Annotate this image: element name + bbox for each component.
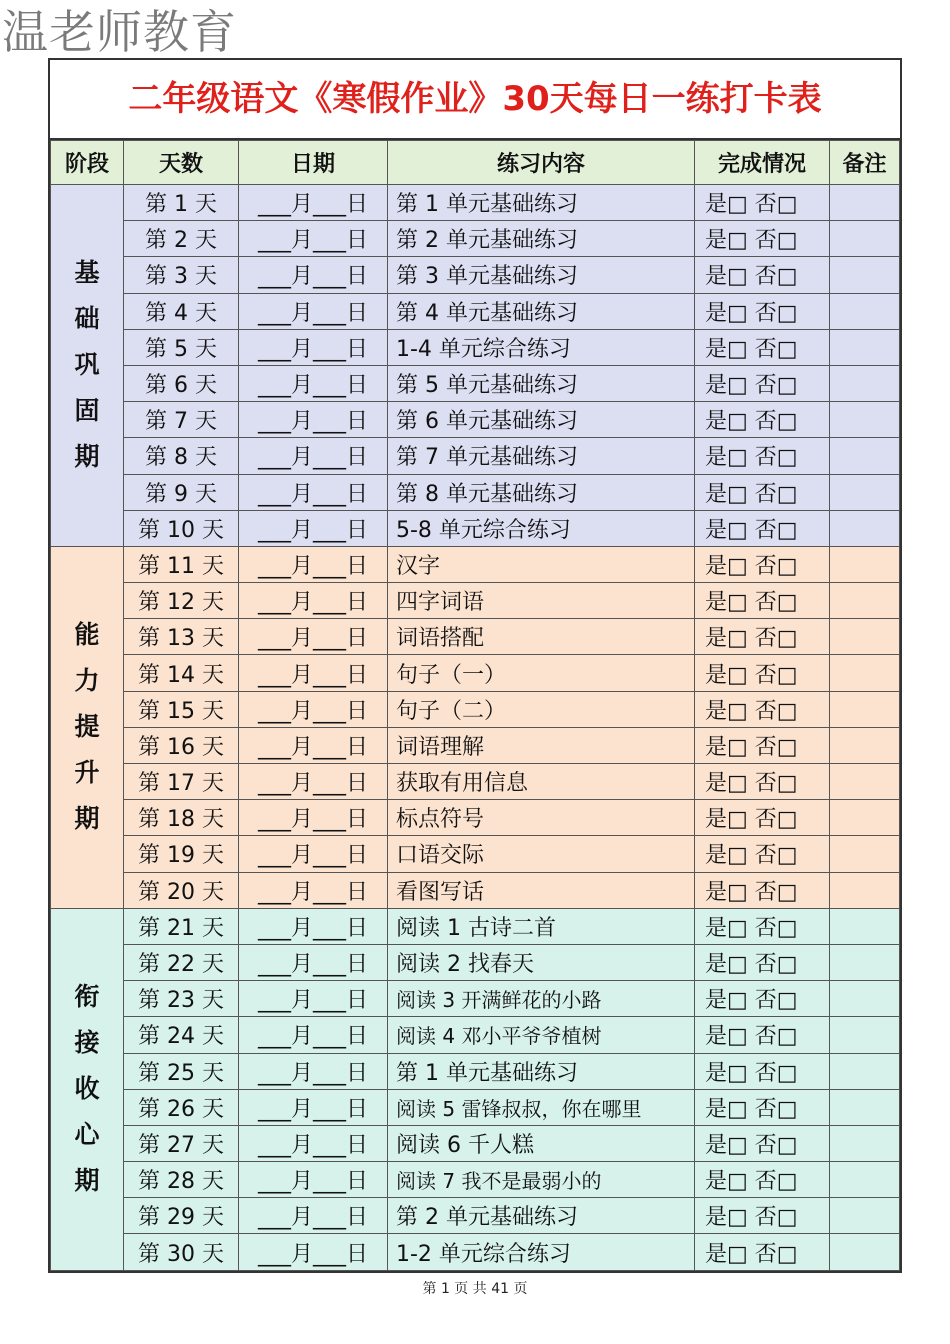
date-field[interactable]: ___月___日 bbox=[239, 981, 388, 1017]
day-cell: 第 9 天 bbox=[124, 474, 239, 510]
day-cell: 第 14 天 bbox=[124, 655, 239, 691]
stage-cell bbox=[51, 908, 124, 1270]
date-field[interactable]: ___月___日 bbox=[239, 764, 388, 800]
table-row bbox=[51, 908, 900, 944]
date-field[interactable]: ___月___日 bbox=[239, 908, 388, 944]
header-note: 备注 bbox=[830, 141, 900, 185]
note-field[interactable] bbox=[830, 872, 900, 908]
status-checkbox[interactable]: 是□ 否□ bbox=[695, 1017, 830, 1053]
table-row bbox=[51, 691, 900, 727]
day-cell: 第 10 天 bbox=[124, 510, 239, 546]
day-cell: 第 16 天 bbox=[124, 727, 239, 763]
note-field[interactable] bbox=[830, 1162, 900, 1198]
note-field[interactable] bbox=[830, 257, 900, 293]
table-row bbox=[51, 1053, 900, 1089]
stage-label: 能力提升期 bbox=[74, 620, 100, 834]
status-checkbox[interactable]: 是□ 否□ bbox=[695, 764, 830, 800]
date-field[interactable]: ___月___日 bbox=[239, 583, 388, 619]
table-row bbox=[51, 257, 900, 293]
day-cell: 第 30 天 bbox=[124, 1234, 239, 1270]
note-field[interactable] bbox=[830, 764, 900, 800]
date-field[interactable]: ___月___日 bbox=[239, 329, 388, 365]
note-field[interactable] bbox=[830, 474, 900, 510]
table-row bbox=[51, 1017, 900, 1053]
status-checkbox[interactable]: 是□ 否□ bbox=[695, 329, 830, 365]
note-field[interactable] bbox=[830, 619, 900, 655]
date-field[interactable]: ___月___日 bbox=[239, 1053, 388, 1089]
status-checkbox[interactable]: 是□ 否□ bbox=[695, 1089, 830, 1125]
date-field[interactable]: ___月___日 bbox=[239, 1125, 388, 1161]
content-cell: 词语搭配 bbox=[388, 619, 695, 655]
table-row bbox=[51, 221, 900, 257]
content-cell: 口语交际 bbox=[388, 836, 695, 872]
day-cell: 第 1 天 bbox=[124, 185, 239, 221]
status-checkbox[interactable]: 是□ 否□ bbox=[695, 546, 830, 582]
date-field[interactable]: ___月___日 bbox=[239, 185, 388, 221]
status-checkbox[interactable]: 是□ 否□ bbox=[695, 1125, 830, 1161]
content-cell: 阅读 5 雷锋叔叔，你在哪里 bbox=[388, 1089, 695, 1125]
content-cell: 词语理解 bbox=[388, 727, 695, 763]
status-checkbox[interactable]: 是□ 否□ bbox=[695, 1162, 830, 1198]
stage-cell bbox=[51, 546, 124, 908]
status-checkbox[interactable]: 是□ 否□ bbox=[695, 402, 830, 438]
page-title: 二年级语文《寒假作业》30天每日一练打卡表 bbox=[50, 60, 900, 140]
table-row bbox=[51, 293, 900, 329]
date-field[interactable]: ___月___日 bbox=[239, 1017, 388, 1053]
content-cell: 第 2 单元基础练习 bbox=[388, 1198, 695, 1234]
note-field[interactable] bbox=[830, 836, 900, 872]
content-cell: 第 5 单元基础练习 bbox=[388, 365, 695, 401]
checkin-sheet bbox=[48, 58, 902, 1273]
content-cell: 阅读 4 邓小平爷爷植树 bbox=[388, 1017, 695, 1053]
date-field[interactable]: ___月___日 bbox=[239, 221, 388, 257]
day-cell: 第 7 天 bbox=[124, 402, 239, 438]
table-header-row bbox=[51, 141, 900, 185]
status-checkbox[interactable]: 是□ 否□ bbox=[695, 221, 830, 257]
day-cell: 第 29 天 bbox=[124, 1198, 239, 1234]
content-cell: 阅读 2 找春天 bbox=[388, 944, 695, 980]
status-checkbox[interactable]: 是□ 否□ bbox=[695, 872, 830, 908]
watermark: 温老师教育 bbox=[2, 5, 237, 59]
status-checkbox[interactable]: 是□ 否□ bbox=[695, 257, 830, 293]
date-field[interactable]: ___月___日 bbox=[239, 1198, 388, 1234]
content-cell: 汉字 bbox=[388, 546, 695, 582]
header-stage: 阶段 bbox=[51, 141, 124, 185]
note-field[interactable] bbox=[830, 1053, 900, 1089]
header-day: 天数 bbox=[124, 141, 239, 185]
day-cell: 第 26 天 bbox=[124, 1089, 239, 1125]
note-field[interactable] bbox=[830, 1125, 900, 1161]
content-cell: 句子（二） bbox=[388, 691, 695, 727]
day-cell: 第 28 天 bbox=[124, 1162, 239, 1198]
table-row bbox=[51, 1089, 900, 1125]
day-cell: 第 19 天 bbox=[124, 836, 239, 872]
date-field[interactable]: ___月___日 bbox=[239, 1162, 388, 1198]
date-field[interactable]: ___月___日 bbox=[239, 872, 388, 908]
date-field[interactable]: ___月___日 bbox=[239, 655, 388, 691]
content-cell: 句子（一） bbox=[388, 655, 695, 691]
day-cell: 第 3 天 bbox=[124, 257, 239, 293]
checkin-table bbox=[50, 140, 900, 1271]
note-field[interactable] bbox=[830, 546, 900, 582]
status-checkbox[interactable]: 是□ 否□ bbox=[695, 981, 830, 1017]
table-row bbox=[51, 474, 900, 510]
stage-cell bbox=[51, 185, 124, 547]
note-field[interactable] bbox=[830, 1017, 900, 1053]
date-field[interactable]: ___月___日 bbox=[239, 293, 388, 329]
header-date: 日期 bbox=[239, 141, 388, 185]
table-row bbox=[51, 546, 900, 582]
status-checkbox[interactable]: 是□ 否□ bbox=[695, 944, 830, 980]
status-checkbox[interactable]: 是□ 否□ bbox=[695, 583, 830, 619]
content-cell: 第 4 单元基础练习 bbox=[388, 293, 695, 329]
note-field[interactable] bbox=[830, 908, 900, 944]
content-cell: 四字词语 bbox=[388, 583, 695, 619]
table-row bbox=[51, 402, 900, 438]
content-cell: 第 1 单元基础练习 bbox=[388, 1053, 695, 1089]
content-cell: 阅读 3 开满鲜花的小路 bbox=[388, 981, 695, 1017]
status-checkbox[interactable]: 是□ 否□ bbox=[695, 836, 830, 872]
note-field[interactable] bbox=[830, 365, 900, 401]
day-cell: 第 12 天 bbox=[124, 583, 239, 619]
date-field[interactable]: ___月___日 bbox=[239, 1089, 388, 1125]
date-field[interactable]: ___月___日 bbox=[239, 727, 388, 763]
note-field[interactable] bbox=[830, 583, 900, 619]
note-field[interactable] bbox=[830, 981, 900, 1017]
date-field[interactable]: ___月___日 bbox=[239, 800, 388, 836]
date-field[interactable]: ___月___日 bbox=[239, 510, 388, 546]
content-cell: 标点符号 bbox=[388, 800, 695, 836]
status-checkbox[interactable]: 是□ 否□ bbox=[695, 1198, 830, 1234]
date-field[interactable]: ___月___日 bbox=[239, 691, 388, 727]
table-row bbox=[51, 1234, 900, 1270]
table-row bbox=[51, 944, 900, 980]
note-field[interactable] bbox=[830, 329, 900, 365]
date-field[interactable]: ___月___日 bbox=[239, 402, 388, 438]
date-field[interactable]: ___月___日 bbox=[239, 944, 388, 980]
note-field[interactable] bbox=[830, 1089, 900, 1125]
table-body bbox=[51, 185, 900, 1271]
content-cell: 阅读 6 千人糕 bbox=[388, 1125, 695, 1161]
table-row bbox=[51, 329, 900, 365]
content-cell: 第 7 单元基础练习 bbox=[388, 438, 695, 474]
note-field[interactable] bbox=[830, 727, 900, 763]
date-field[interactable]: ___月___日 bbox=[239, 438, 388, 474]
day-cell: 第 13 天 bbox=[124, 619, 239, 655]
day-cell: 第 21 天 bbox=[124, 908, 239, 944]
day-cell: 第 4 天 bbox=[124, 293, 239, 329]
note-field[interactable] bbox=[830, 402, 900, 438]
status-checkbox[interactable]: 是□ 否□ bbox=[695, 365, 830, 401]
note-field[interactable] bbox=[830, 691, 900, 727]
date-field[interactable]: ___月___日 bbox=[239, 474, 388, 510]
content-cell: 阅读 1 古诗二首 bbox=[388, 908, 695, 944]
day-cell: 第 11 天 bbox=[124, 546, 239, 582]
status-checkbox[interactable]: 是□ 否□ bbox=[695, 800, 830, 836]
note-field[interactable] bbox=[830, 1234, 900, 1270]
content-cell: 第 3 单元基础练习 bbox=[388, 257, 695, 293]
day-cell: 第 23 天 bbox=[124, 981, 239, 1017]
table-row bbox=[51, 365, 900, 401]
header-content: 练习内容 bbox=[388, 141, 695, 185]
status-checkbox[interactable]: 是□ 否□ bbox=[695, 474, 830, 510]
content-cell: 5-8 单元综合练习 bbox=[388, 510, 695, 546]
status-checkbox[interactable]: 是□ 否□ bbox=[695, 655, 830, 691]
day-cell: 第 24 天 bbox=[124, 1017, 239, 1053]
status-checkbox[interactable]: 是□ 否□ bbox=[695, 185, 830, 221]
content-cell: 看图写话 bbox=[388, 872, 695, 908]
note-field[interactable] bbox=[830, 293, 900, 329]
table-row bbox=[51, 764, 900, 800]
table-row bbox=[51, 727, 900, 763]
table-row bbox=[51, 981, 900, 1017]
note-field[interactable] bbox=[830, 438, 900, 474]
day-cell: 第 8 天 bbox=[124, 438, 239, 474]
day-cell: 第 15 天 bbox=[124, 691, 239, 727]
date-field[interactable]: ___月___日 bbox=[239, 546, 388, 582]
note-field[interactable] bbox=[830, 800, 900, 836]
day-cell: 第 20 天 bbox=[124, 872, 239, 908]
content-cell: 阅读 7 我不是最弱小的 bbox=[388, 1162, 695, 1198]
note-field[interactable] bbox=[830, 221, 900, 257]
table-row bbox=[51, 655, 900, 691]
content-cell: 第 2 单元基础练习 bbox=[388, 221, 695, 257]
status-checkbox[interactable]: 是□ 否□ bbox=[695, 727, 830, 763]
table-row bbox=[51, 438, 900, 474]
status-checkbox[interactable]: 是□ 否□ bbox=[695, 1053, 830, 1089]
stage-label: 衔接收心期 bbox=[74, 982, 100, 1196]
day-cell: 第 5 天 bbox=[124, 329, 239, 365]
note-field[interactable] bbox=[830, 185, 900, 221]
content-cell: 1-4 单元综合练习 bbox=[388, 329, 695, 365]
header-status: 完成情况 bbox=[695, 141, 830, 185]
status-checkbox[interactable]: 是□ 否□ bbox=[695, 1234, 830, 1270]
table-row bbox=[51, 800, 900, 836]
day-cell: 第 2 天 bbox=[124, 221, 239, 257]
note-field[interactable] bbox=[830, 944, 900, 980]
status-checkbox[interactable]: 是□ 否□ bbox=[695, 908, 830, 944]
content-cell: 第 6 单元基础练习 bbox=[388, 402, 695, 438]
day-cell: 第 18 天 bbox=[124, 800, 239, 836]
status-checkbox[interactable]: 是□ 否□ bbox=[695, 510, 830, 546]
table-row bbox=[51, 1125, 900, 1161]
day-cell: 第 17 天 bbox=[124, 764, 239, 800]
stage-label: 基础巩固期 bbox=[74, 258, 100, 472]
table-row bbox=[51, 583, 900, 619]
date-field[interactable]: ___月___日 bbox=[239, 1234, 388, 1270]
note-field[interactable] bbox=[830, 655, 900, 691]
note-field[interactable] bbox=[830, 1198, 900, 1234]
status-checkbox[interactable]: 是□ 否□ bbox=[695, 438, 830, 474]
day-cell: 第 22 天 bbox=[124, 944, 239, 980]
day-cell: 第 27 天 bbox=[124, 1125, 239, 1161]
day-cell: 第 6 天 bbox=[124, 365, 239, 401]
date-field[interactable]: ___月___日 bbox=[239, 365, 388, 401]
table-row bbox=[51, 836, 900, 872]
status-checkbox[interactable]: 是□ 否□ bbox=[695, 691, 830, 727]
content-cell: 获取有用信息 bbox=[388, 764, 695, 800]
status-checkbox[interactable]: 是□ 否□ bbox=[695, 293, 830, 329]
day-cell: 第 25 天 bbox=[124, 1053, 239, 1089]
table-row bbox=[51, 185, 900, 221]
content-cell: 1-2 单元综合练习 bbox=[388, 1234, 695, 1270]
status-checkbox[interactable]: 是□ 否□ bbox=[695, 619, 830, 655]
content-cell: 第 8 单元基础练习 bbox=[388, 474, 695, 510]
page-footer: 第 1 页 共 41 页 bbox=[422, 1281, 528, 1297]
date-field[interactable]: ___月___日 bbox=[239, 619, 388, 655]
note-field[interactable] bbox=[830, 510, 900, 546]
date-field[interactable]: ___月___日 bbox=[239, 836, 388, 872]
table-row bbox=[51, 1162, 900, 1198]
content-cell: 第 1 单元基础练习 bbox=[388, 185, 695, 221]
table-row bbox=[51, 619, 900, 655]
table-row bbox=[51, 510, 900, 546]
table-row bbox=[51, 872, 900, 908]
date-field[interactable]: ___月___日 bbox=[239, 257, 388, 293]
table-row bbox=[51, 1198, 900, 1234]
